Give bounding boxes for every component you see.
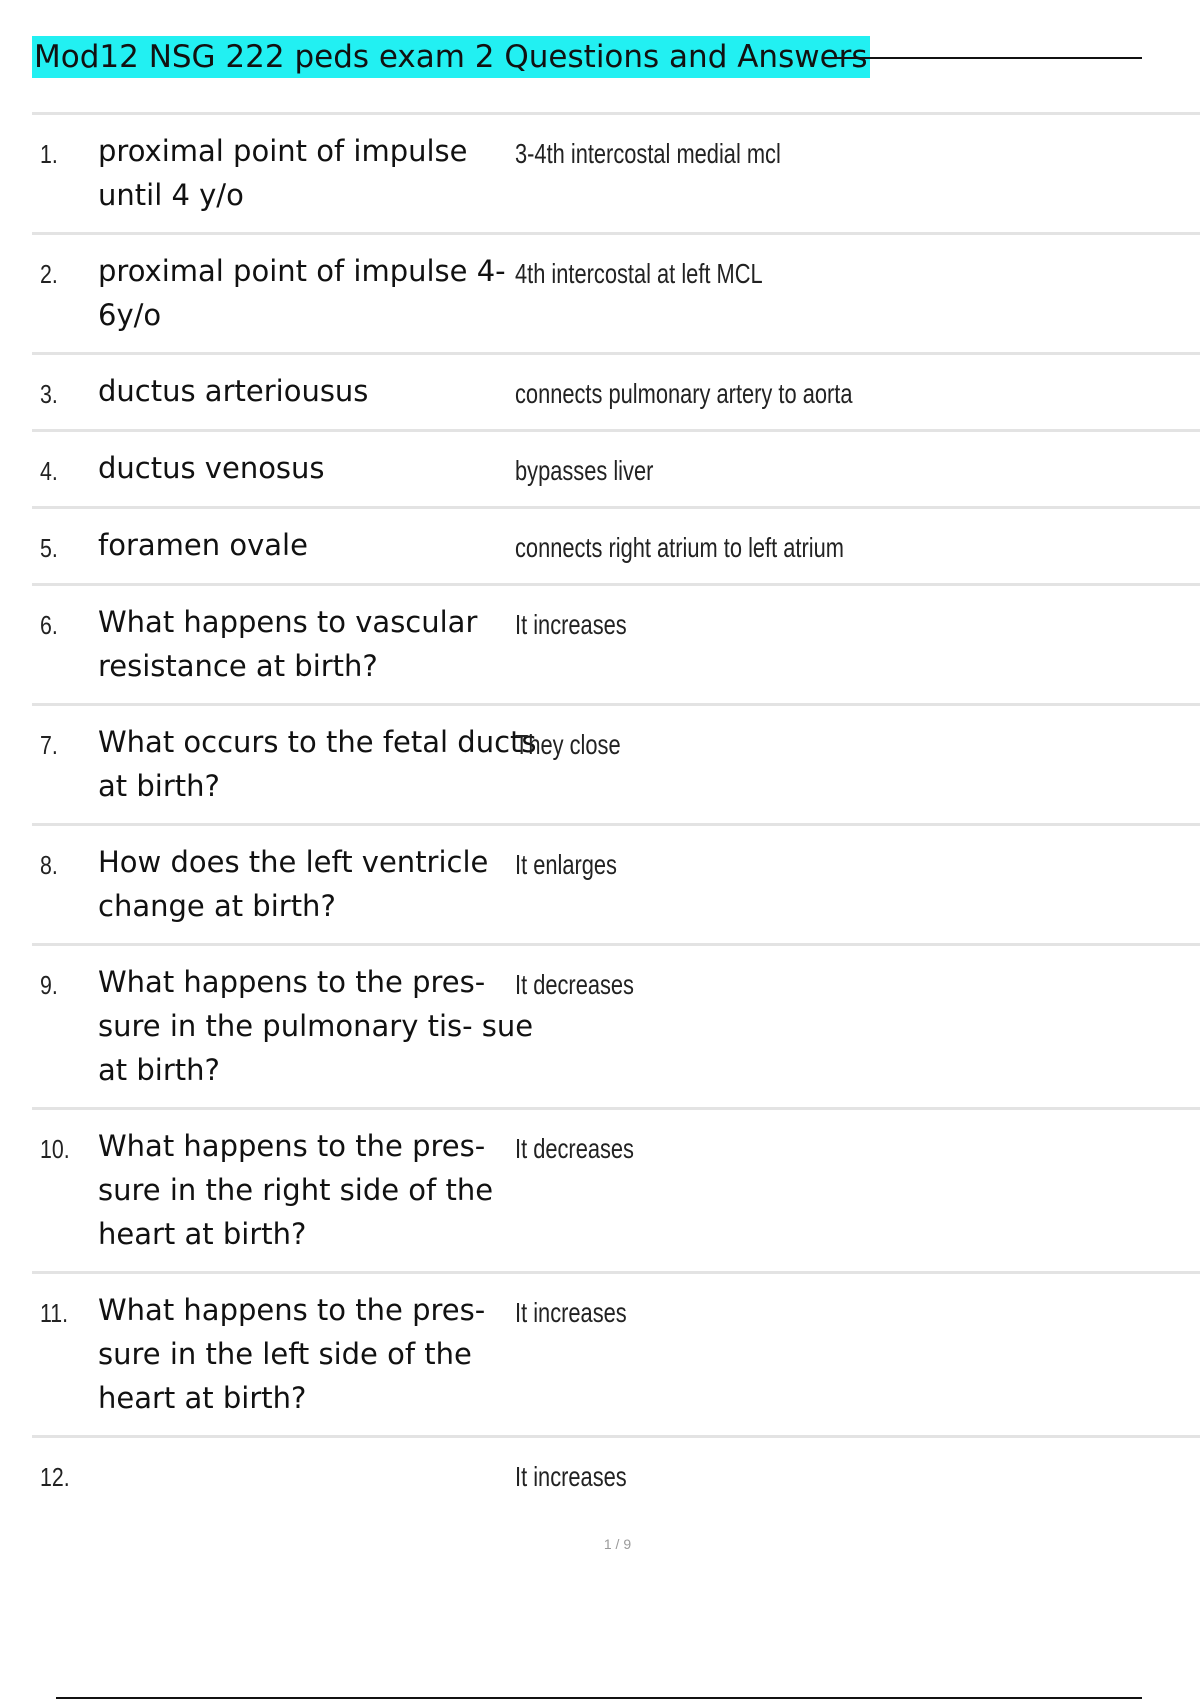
answer-text: It enlarges [515, 849, 617, 880]
question-text: proximal point of impulse 4-6y/o [98, 254, 506, 332]
qa-row [32, 1271, 1200, 1435]
qa-row [32, 232, 1200, 352]
question-number: 11. [40, 1298, 69, 1328]
qa-row [32, 943, 1200, 1107]
question-text: What happens to vascular resistance at birth? [98, 605, 478, 683]
question-text: foramen ovale [98, 528, 308, 562]
question-number: 8. [40, 850, 58, 880]
document-title: Mod12 NSG 222 peds exam 2 Questions and Answers [32, 36, 870, 78]
question-number: 5. [40, 533, 58, 563]
question-number: 1. [40, 139, 58, 169]
answer-text: It increases [515, 1461, 627, 1492]
qa-row [32, 112, 1200, 232]
qa-row [32, 823, 1200, 943]
qa-row [32, 506, 1200, 583]
question-number: 4. [40, 456, 58, 486]
question-text: What happens to the pres- sure in the right side of the heart at birth? [98, 1129, 494, 1251]
qa-row [32, 1107, 1200, 1271]
answer-text: It decreases [515, 969, 634, 1000]
footer-rule [56, 1697, 1142, 1699]
answer-text: connects pulmonary artery to aorta [515, 378, 853, 409]
question-text: ductus arteriousus [98, 374, 369, 408]
question-text: ductus venosus [98, 451, 325, 485]
qa-row [32, 703, 1200, 823]
answer-text: It increases [515, 609, 627, 640]
question-number: 9. [40, 970, 58, 1000]
question-number: 7. [40, 730, 58, 760]
answer-text: 4th intercostal at left MCL [515, 258, 763, 289]
question-number: 2. [40, 259, 58, 289]
answer-text: They close [515, 729, 621, 760]
question-number: 10. [40, 1134, 70, 1164]
question-text: What happens to the pres- sure in the pulmonary tis- sue at birth? [98, 965, 534, 1087]
qa-row [32, 583, 1200, 703]
qa-row [32, 1435, 1200, 1515]
question-number: 6. [40, 610, 58, 640]
qa-row [32, 429, 1200, 506]
document-header [32, 30, 1142, 80]
answer-text: It increases [515, 1297, 627, 1328]
question-text [98, 1452, 538, 1496]
qa-row [32, 352, 1200, 429]
qa-list [32, 112, 1200, 1515]
question-text: How does the left ventricle change at birth? [98, 845, 489, 923]
answer-text: bypasses liver [515, 455, 654, 486]
question-text: What occurs to the fetal ducts at birth? [98, 725, 537, 803]
answer-text: 3-4th intercostal medial mcl [515, 138, 781, 169]
question-text: proximal point of impulse until 4 y/o [98, 134, 468, 212]
title-rule [832, 57, 1142, 59]
answer-text: connects right atrium to left atrium [515, 532, 844, 563]
question-text: What happens to the pres- sure in the left side of the heart at birth? [98, 1293, 486, 1415]
question-number: 12. [40, 1462, 70, 1492]
answer-text: It decreases [515, 1133, 634, 1164]
question-number: 3. [40, 379, 58, 409]
page-indicator: 1 / 9 [603, 1536, 632, 1552]
